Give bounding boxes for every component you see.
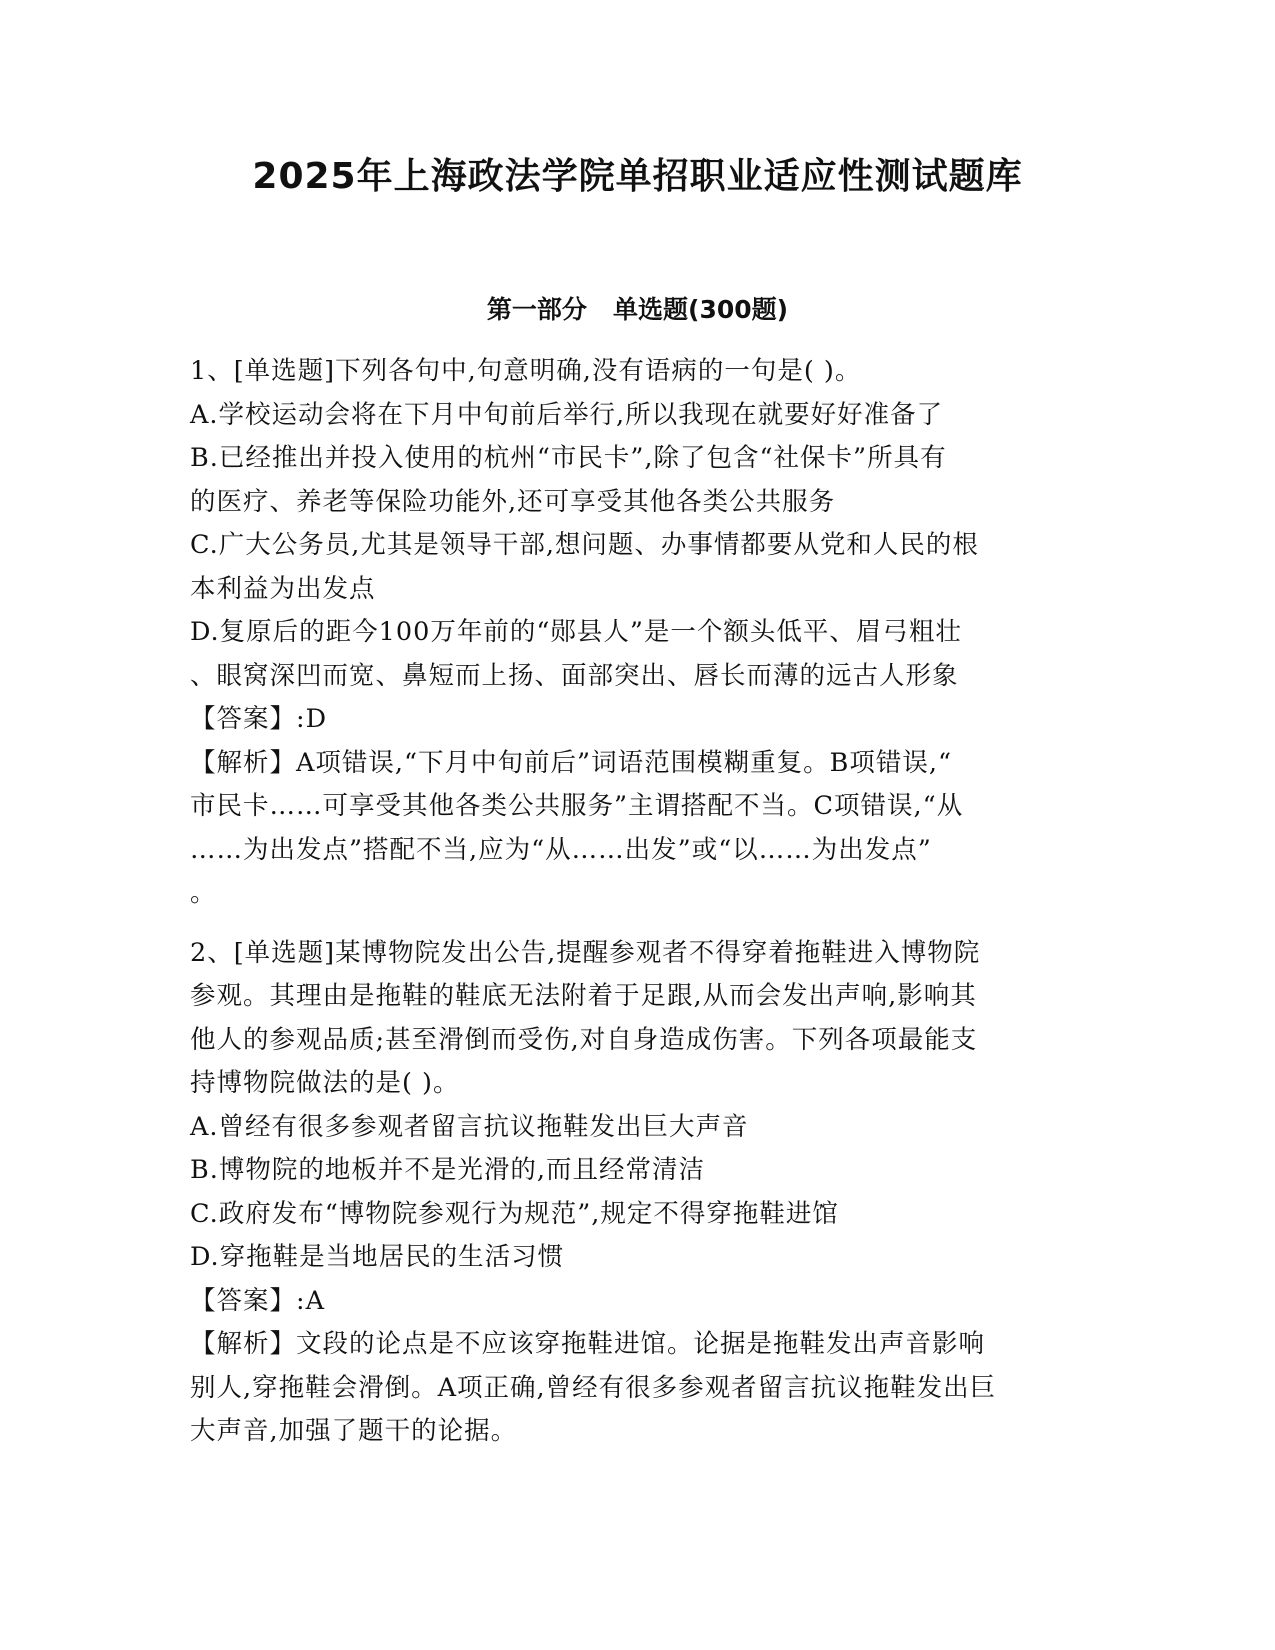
question-stem: 2、[单选题]某博物院发出公告,提醒参观者不得穿着拖鞋进入博物院 bbox=[190, 937, 981, 968]
answer: 【答案】:D bbox=[190, 704, 328, 734]
question-stem: 1、[单选题]下列各句中,句意明确,没有语病的一句是( )。 bbox=[190, 356, 862, 386]
option-b: B.博物院的地板并不是光滑的,而且经常清洁 bbox=[190, 1155, 705, 1185]
option-d: D.复原后的距今100万年前的“郧县人”是一个额头低平、眉弓粗壮 bbox=[190, 617, 962, 647]
explanation: 【解析】A项错误,“下月中旬前后”词语范围模糊重复。B项错误,“ bbox=[190, 747, 952, 778]
option-a: A.曾经有很多参观者留言抗议拖鞋发出巨大声音 bbox=[190, 1111, 749, 1142]
explanation-continued: 。 bbox=[190, 878, 217, 908]
question-list bbox=[190, 350, 1080, 1454]
question-separator bbox=[190, 916, 1080, 932]
option-c: C.政府发布“博物院参观行为规范”,规定不得穿拖鞋进馆 bbox=[190, 1198, 839, 1229]
document-title: 2025年上海政法学院单招职业适应性测试题库 bbox=[252, 156, 1023, 197]
explanation-continued: 别人,穿拖鞋会滑倒。A项正确,曾经有很多参观者留言抗议拖鞋发出巨 bbox=[190, 1372, 997, 1403]
option-d-continued: 、眼窝深凹而宽、鼻短而上扬、面部突出、唇长而薄的远古人形象 bbox=[190, 660, 959, 691]
answer: 【答案】:A bbox=[190, 1285, 326, 1316]
option-b: B.已经推出并投入使用的杭州“市民卡”,除了包含“社保卡”所具有 bbox=[190, 443, 947, 473]
question-stem-continued: 他人的参观品质;甚至滑倒而受伤,对自身造成伤害。下列各项最能支 bbox=[190, 1024, 978, 1055]
explanation-continued: 大声音,加强了题干的论据。 bbox=[190, 1416, 518, 1446]
question-2 bbox=[190, 932, 1080, 1454]
option-b-continued: 的医疗、养老等保险功能外,还可享受其他各类公共服务 bbox=[190, 486, 836, 517]
question-stem-continued: 持博物院做法的是( )。 bbox=[190, 1068, 460, 1098]
question-1 bbox=[190, 350, 1080, 916]
question-stem-continued: 参观。其理由是拖鞋的鞋底无法附着于足跟,从而会发出声响,影响其 bbox=[190, 981, 977, 1011]
option-c-continued: 本利益为出发点 bbox=[190, 573, 376, 604]
section-title: 第一部分 单选题(300题) bbox=[486, 295, 789, 324]
option-a: A.学校运动会将在下月中旬前后举行,所以我现在就要好好准备了 bbox=[190, 399, 944, 430]
option-c: C.广大公务员,尤其是领导干部,想问题、办事情都要从党和人民的根 bbox=[190, 530, 979, 560]
explanation-continued: 市民卡……可享受其他各类公共服务”主谓搭配不当。C项错误,“从 bbox=[190, 791, 964, 821]
explanation: 【解析】文段的论点是不应该穿拖鞋进馆。论据是拖鞋发出声音影响 bbox=[190, 1329, 986, 1359]
option-d: D.穿拖鞋是当地居民的生活习惯 bbox=[190, 1242, 565, 1272]
explanation-continued: ……为出发点”搭配不当,应为“从……出发”或“以……为出发点” bbox=[190, 834, 932, 865]
